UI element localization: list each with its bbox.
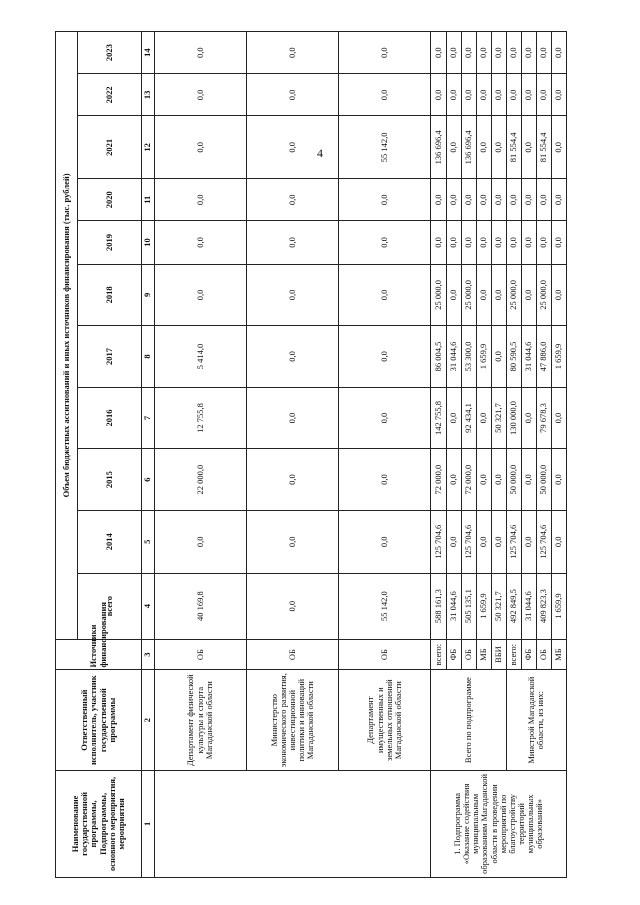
value-cell: 1 659,9 [476, 573, 491, 639]
header-year: 2019 [78, 221, 142, 264]
value-cell: 0,0 [521, 387, 536, 449]
value-cell: 0,0 [476, 264, 491, 326]
col-num: 7 [142, 387, 154, 449]
col-num: 11 [142, 179, 154, 221]
value-cell: 0,0 [154, 32, 246, 74]
value-cell: 1 659,9 [551, 326, 566, 388]
value-cell: 0,0 [476, 32, 491, 74]
source-cell: ОБ [461, 639, 476, 670]
col-num: 4 [142, 573, 154, 639]
header-year: 2018 [78, 264, 142, 326]
value-cell: 0,0 [246, 74, 338, 116]
value-cell: 142 755,8 [431, 387, 446, 449]
value-cell: 0,0 [551, 32, 566, 74]
value-cell: 0,0 [521, 32, 536, 74]
header-year: 2020 [78, 179, 142, 221]
value-cell: 50 000,0 [536, 449, 551, 511]
col-num: 12 [142, 116, 154, 179]
value-cell: 0,0 [446, 510, 461, 573]
value-cell: 0,0 [339, 32, 431, 74]
value-cell: 0,0 [154, 510, 246, 573]
value-cell: 50 321,7 [491, 573, 506, 639]
value-cell: 125 704,6 [536, 510, 551, 573]
value-cell: 0,0 [551, 264, 566, 326]
value-cell: 40 169,8 [154, 573, 246, 639]
value-cell: 0,0 [154, 116, 246, 179]
value-cell: 0,0 [461, 179, 476, 221]
value-cell: 25 000,0 [431, 264, 446, 326]
col-num: 6 [142, 449, 154, 511]
value-cell: 0,0 [551, 74, 566, 116]
value-cell: 0,0 [491, 264, 506, 326]
executor-cell: Министерство экономического развития, инвестиционной политики и инноваций Магаданской области [246, 670, 338, 770]
value-cell: 0,0 [506, 221, 521, 264]
header-year: 2015 [78, 449, 142, 511]
header-name: Наименование государственной программы, Подпрограммы, основного мероприятия, мероприятия [56, 770, 142, 877]
value-cell: 0,0 [491, 326, 506, 388]
value-cell: 0,0 [551, 449, 566, 511]
value-cell: 0,0 [446, 74, 461, 116]
value-cell: 81 554,4 [536, 116, 551, 179]
value-cell: 31 044,6 [521, 573, 536, 639]
value-cell: 136 696,4 [461, 116, 476, 179]
subprogram-name: 1. Подпрограмма «Оказание содействия муниципальным образованиям Магаданской области в проведении мероприятий по благоустройству территорий муниципальных образований» [431, 770, 567, 877]
value-cell: 72 000,0 [431, 449, 446, 511]
value-cell: 0,0 [521, 221, 536, 264]
value-cell: 0,0 [461, 32, 476, 74]
value-cell: 0,0 [491, 221, 506, 264]
value-cell: 0,0 [339, 387, 431, 449]
table-row [246, 32, 338, 878]
value-cell: 0,0 [339, 326, 431, 388]
col-num: 9 [142, 264, 154, 326]
value-cell: 0,0 [521, 179, 536, 221]
source-cell: ОБ [536, 639, 551, 670]
source-cell: ОБ [339, 639, 431, 670]
value-cell: 31 044,6 [521, 326, 536, 388]
value-cell: 31 044,6 [446, 573, 461, 639]
value-cell: 55 142,0 [339, 116, 431, 179]
table-row [154, 32, 246, 878]
value-cell: 0,0 [476, 179, 491, 221]
value-cell: 0,0 [246, 116, 338, 179]
value-cell: 0,0 [246, 387, 338, 449]
value-cell: 92 434,1 [461, 387, 476, 449]
value-cell: 0,0 [536, 221, 551, 264]
value-cell: 0,0 [446, 179, 461, 221]
source-cell: ОБ [154, 639, 246, 670]
header-year: 2021 [78, 116, 142, 179]
value-cell: 0,0 [339, 264, 431, 326]
value-cell: 0,0 [491, 32, 506, 74]
value-cell: 0,0 [154, 264, 246, 326]
value-cell: 0,0 [491, 74, 506, 116]
source-cell: МБ [551, 639, 566, 670]
value-cell: 0,0 [461, 221, 476, 264]
value-cell: 0,0 [431, 221, 446, 264]
value-cell: 0,0 [446, 387, 461, 449]
header-total: всего [78, 573, 142, 639]
value-cell: 505 135,1 [461, 573, 476, 639]
value-cell: 22 000,0 [154, 449, 246, 511]
value-cell: 0,0 [246, 221, 338, 264]
value-cell: 0,0 [536, 32, 551, 74]
value-cell: 0,0 [551, 116, 566, 179]
value-cell: 0,0 [154, 179, 246, 221]
value-cell: 492 849,5 [506, 573, 521, 639]
value-cell: 0,0 [476, 510, 491, 573]
header-year: 2016 [78, 387, 142, 449]
value-cell: 31 044,6 [446, 326, 461, 388]
col-num: 5 [142, 510, 154, 573]
value-cell: 0,0 [339, 179, 431, 221]
value-cell: 55 142,0 [339, 573, 431, 639]
header-year: 2022 [78, 74, 142, 116]
value-cell: 0,0 [246, 510, 338, 573]
value-cell: 0,0 [476, 221, 491, 264]
value-cell: 25 000,0 [536, 264, 551, 326]
value-cell: 0,0 [431, 32, 446, 74]
value-cell: 0,0 [551, 221, 566, 264]
value-cell: 0,0 [246, 32, 338, 74]
header-year: 2023 [78, 32, 142, 74]
value-cell: 0,0 [446, 221, 461, 264]
col-num: 14 [142, 32, 154, 74]
value-cell: 0,0 [446, 264, 461, 326]
header-volume: Объем бюджетных ассигнований и иных источников финансирования (тыс. рублей) [56, 32, 78, 640]
value-cell: 0,0 [536, 74, 551, 116]
value-cell: 72 000,0 [461, 449, 476, 511]
value-cell: 0,0 [431, 74, 446, 116]
value-cell: 50 000,0 [506, 449, 521, 511]
source-cell: ФБ [521, 639, 536, 670]
value-cell: 0,0 [521, 116, 536, 179]
value-cell: 0,0 [446, 449, 461, 511]
rotated-page [55, 31, 567, 878]
value-cell: 47 886,0 [536, 326, 551, 388]
value-cell: 0,0 [339, 74, 431, 116]
col-num: 13 [142, 74, 154, 116]
value-cell: 0,0 [551, 510, 566, 573]
value-cell: 0,0 [154, 74, 246, 116]
value-cell: 0,0 [431, 179, 446, 221]
value-cell: 12 755,8 [154, 387, 246, 449]
value-cell: 0,0 [491, 116, 506, 179]
value-cell: 125 704,6 [461, 510, 476, 573]
value-cell: 0,0 [476, 387, 491, 449]
group-minstroy-label: Минстрой Магаданской области, из них: [506, 670, 566, 770]
value-cell: 0,0 [521, 510, 536, 573]
source-cell: МБ [476, 639, 491, 670]
value-cell: 0,0 [476, 74, 491, 116]
col-num: 2 [142, 670, 154, 770]
group-total-label: Всего по подпрограмме [431, 670, 506, 770]
value-cell: 0,0 [506, 32, 521, 74]
value-cell: 0,0 [339, 510, 431, 573]
value-cell: 409 823,3 [536, 573, 551, 639]
value-cell: 0,0 [491, 510, 506, 573]
value-cell: 0,0 [246, 179, 338, 221]
value-cell: 0,0 [491, 179, 506, 221]
value-cell: 53 300,0 [461, 326, 476, 388]
value-cell: 0,0 [551, 179, 566, 221]
value-cell: 25 000,0 [506, 264, 521, 326]
value-cell: 0,0 [536, 179, 551, 221]
value-cell: 125 704,6 [506, 510, 521, 573]
table-row [431, 32, 446, 878]
value-cell: 0,0 [246, 449, 338, 511]
value-cell: 5 414,0 [154, 326, 246, 388]
value-cell: 81 554,4 [506, 116, 521, 179]
value-cell: 136 696,4 [431, 116, 446, 179]
value-cell: 130 000,0 [506, 387, 521, 449]
page-number: 4 [317, 146, 323, 160]
header-year: 2014 [78, 510, 142, 573]
header-source: Источники финансирования [56, 639, 142, 670]
value-cell: 0,0 [246, 573, 338, 639]
value-cell: 1 659,9 [551, 573, 566, 639]
value-cell: 0,0 [339, 221, 431, 264]
value-cell: 125 704,6 [431, 510, 446, 573]
header-executor: Ответственный исполнитель, участник государственной программы [56, 670, 142, 770]
value-cell: 80 590,5 [506, 326, 521, 388]
value-cell: 1 659,9 [476, 326, 491, 388]
value-cell: 0,0 [506, 179, 521, 221]
name-cell-empty [154, 770, 431, 877]
header-year: 2017 [78, 326, 142, 388]
value-cell: 0,0 [521, 264, 536, 326]
value-cell: 79 678,3 [536, 387, 551, 449]
table-row [339, 32, 431, 878]
rotated-table-wrapper [55, 31, 567, 878]
source-cell: ОБ [246, 639, 338, 670]
value-cell: 0,0 [476, 116, 491, 179]
value-cell: 0,0 [521, 74, 536, 116]
executor-cell: Департамент имущественных и земельных отношений Магаданской области [339, 670, 431, 770]
budget-table [55, 31, 567, 878]
value-cell: 0,0 [461, 74, 476, 116]
value-cell: 0,0 [506, 74, 521, 116]
value-cell: 0,0 [446, 32, 461, 74]
value-cell: 0,0 [446, 116, 461, 179]
source-cell: всего: [506, 639, 521, 670]
value-cell: 0,0 [339, 449, 431, 511]
col-num: 1 [142, 770, 154, 877]
value-cell: 86 004,5 [431, 326, 446, 388]
value-cell: 588 161,3 [431, 573, 446, 639]
source-cell: ВБИ [491, 639, 506, 670]
source-cell: всего: [431, 639, 446, 670]
source-cell: ФБ [446, 639, 461, 670]
col-num: 3 [142, 639, 154, 670]
value-cell: 25 000,0 [461, 264, 476, 326]
value-cell: 0,0 [246, 326, 338, 388]
table-row [506, 32, 521, 878]
value-cell: 0,0 [521, 449, 536, 511]
value-cell: 0,0 [246, 264, 338, 326]
value-cell: 0,0 [476, 449, 491, 511]
value-cell: 50 321,7 [491, 387, 506, 449]
col-num: 10 [142, 221, 154, 264]
col-num: 8 [142, 326, 154, 388]
executor-cell: Департамент физической культуры и спорта Магаданской области [154, 670, 246, 770]
value-cell: 0,0 [551, 387, 566, 449]
value-cell: 0,0 [154, 221, 246, 264]
value-cell: 0,0 [491, 449, 506, 511]
